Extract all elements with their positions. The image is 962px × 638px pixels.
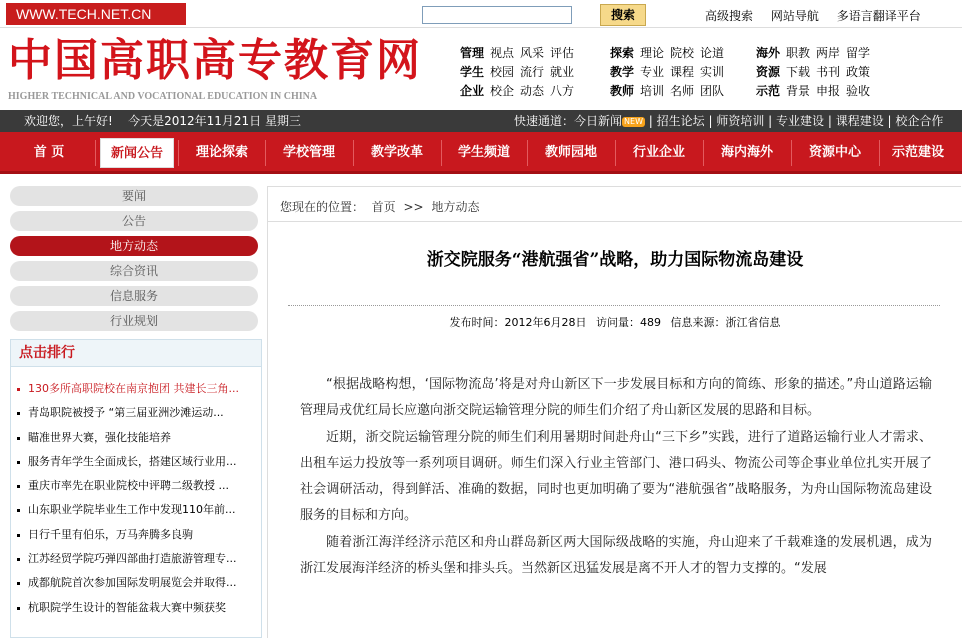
category-row [610, 63, 730, 82]
rank-item[interactable]: 日行千里有伯乐，万马奔腾多良驹 [11, 523, 257, 547]
category-link[interactable]: 就业 [550, 65, 575, 79]
category-link[interactable]: 职教 [786, 46, 811, 60]
category-link[interactable]: 培训 [640, 84, 665, 98]
sidebar-item-headlines[interactable]: 要闻 [10, 186, 258, 206]
article-paragraph: 随着浙江海洋经济示范区和舟山群岛新区两大国际级战略的实施，舟山迎来了千载难逢的发展机遇，成为浙江发展海洋经济的桥头堡和排头兵。当然新区迅猛发展是离不开人才的智力支撑的。“发展 [300, 534, 932, 577]
category-link[interactable]: 留学 [846, 46, 871, 60]
search-input[interactable] [422, 6, 572, 24]
category-row [756, 82, 876, 101]
rank-item[interactable]: 服务青年学生全面成长，搭建区域行业用... [11, 450, 257, 474]
category-row [610, 82, 730, 101]
nav-teachers[interactable]: 教师园地 [544, 145, 597, 160]
nav-news[interactable]: 新闻公告 [100, 138, 174, 168]
rank-item[interactable]: 成都航院首次参加国际发明展览会并取得... [11, 571, 257, 595]
category-row [756, 63, 876, 82]
article-paragraph: 近期，浙交院运输管理分院的师生们利用暑期时间赴舟山“三下乡”实践，进行了道路运输行业人才需求、出租车运力投放等一系列项目调研。师生们深入行业主管部门、港口码头、物流公司等企事业单位扎实开展了社会调研活动，得到鲜活、准确的数据，同时也更加明确了要为“港航强省”战略服务，为舟山国际物流岛建设服务的目标和方向。 [300, 429, 932, 524]
category-head[interactable]: 教师 [610, 84, 635, 98]
quick-link[interactable]: 师资培训 [716, 114, 765, 128]
site-logo[interactable]: 中国高职高专教育网 [8, 35, 422, 86]
rank-item[interactable]: 杭职院学生设计的智能盆栽大赛中频获奖 [11, 596, 257, 620]
dotted-divider [288, 305, 940, 306]
category-link[interactable]: 课程 [670, 65, 695, 79]
welcome-text: 欢迎您，上午好! [24, 114, 113, 128]
new-badge: NEW [624, 116, 643, 126]
category-link[interactable]: 团队 [700, 84, 725, 98]
category-row [460, 82, 580, 101]
category-link[interactable]: 风采 [520, 46, 545, 60]
rank-item[interactable]: 江苏经贸学院巧弹四部曲打造旅游管理专... [11, 547, 257, 571]
site-url-tag[interactable]: WWW.TECH.NET.CN [6, 3, 186, 25]
category-head[interactable]: 海外 [756, 46, 781, 60]
advanced-search-link[interactable]: 高级搜索 [705, 9, 754, 23]
breadcrumb [280, 198, 479, 215]
category-link[interactable]: 专业 [640, 65, 665, 79]
category-head[interactable]: 管理 [460, 46, 485, 60]
category-link[interactable]: 政策 [846, 65, 871, 79]
sidebar-item-notices[interactable]: 公告 [10, 211, 258, 231]
article-body [300, 372, 932, 582]
category-head[interactable]: 教学 [610, 65, 635, 79]
category-link[interactable]: 视点 [490, 46, 515, 60]
click-ranking-panel [10, 339, 262, 638]
category-block-3 [756, 44, 876, 101]
nav-divider [178, 140, 179, 166]
category-head[interactable]: 企业 [460, 84, 485, 98]
category-block-1 [460, 44, 580, 101]
nav-home[interactable]: 首 页 [33, 145, 65, 160]
rank-item[interactable]: 130多所高职院校在南京抱团 共建长三角... [11, 377, 257, 401]
category-head[interactable]: 资源 [756, 65, 781, 79]
category-head[interactable]: 示范 [756, 84, 781, 98]
quick-link-news[interactable]: 今日新闻 [574, 114, 623, 128]
breadcrumb-label: 您现在的位置： [280, 200, 365, 214]
quick-link[interactable]: 招生论坛 [656, 114, 705, 128]
category-head[interactable]: 探索 [610, 46, 635, 60]
nav-school-management[interactable]: 学校管理 [282, 145, 335, 160]
site-nav-link[interactable]: 网站导航 [770, 9, 819, 23]
category-link[interactable]: 理论 [640, 46, 665, 60]
nav-industry[interactable]: 行业企业 [632, 145, 685, 160]
category-head[interactable]: 学生 [460, 65, 485, 79]
rank-item[interactable]: 青岛职院被授予 “第三届亚洲沙滩运动... [11, 401, 257, 425]
greeting [24, 110, 301, 132]
category-block-2 [610, 44, 730, 101]
category-link[interactable]: 动态 [520, 84, 545, 98]
info-bar [0, 110, 962, 132]
category-link[interactable]: 校企 [490, 84, 515, 98]
nav-divider [95, 140, 96, 166]
sidebar-menu [10, 186, 258, 336]
nav-overseas[interactable]: 海内海外 [720, 145, 773, 160]
breadcrumb-home[interactable]: 首页 [371, 200, 396, 214]
nav-resources[interactable]: 资源中心 [808, 145, 861, 160]
category-link[interactable]: 书刊 [816, 65, 841, 79]
article-meta [268, 314, 962, 330]
nav-students[interactable]: 学生频道 [457, 145, 510, 160]
category-link[interactable]: 下载 [786, 65, 811, 79]
category-link[interactable]: 流行 [520, 65, 545, 79]
search-button[interactable]: 搜索 [600, 4, 646, 26]
divider [268, 221, 962, 222]
visit-count: 访问量：489 [596, 316, 661, 329]
category-link[interactable]: 验收 [846, 84, 871, 98]
quick-links: 快速通道：今日新闻 NEW | 招生论坛 | 师资培训 | 专业建设 | 课程建设 | 校企合作 [514, 114, 944, 128]
date-text: 今天是2012年11月21日 星期三 [128, 114, 301, 128]
category-row [460, 63, 580, 82]
category-link[interactable]: 申报 [816, 84, 841, 98]
category-link[interactable]: 两岸 [816, 46, 841, 60]
sidebar-item-info-service[interactable]: 信息服务 [10, 286, 258, 306]
nav-teaching-reform[interactable]: 教学改革 [370, 145, 423, 160]
nav-theory[interactable]: 理论探索 [195, 145, 248, 160]
category-link[interactable]: 论道 [700, 46, 725, 60]
main-nav [0, 132, 962, 174]
category-link[interactable]: 院校 [670, 46, 695, 60]
nav-demonstration[interactable]: 示范建设 [891, 145, 944, 160]
rank-item[interactable]: 山东职业学院毕业生工作中发现110年前... [11, 498, 257, 522]
sidebar-item-industry-planning[interactable]: 行业规划 [10, 311, 258, 331]
article-paragraph: “根据战略构想，‘国际物流岛’将是对舟山新区下一步发展目标和方向的简练、形象的描述。”舟山道路运输管理局戎优红局长应邀向浙交院运输管理分院的师生们介绍了舟山新区发展的思路和目标。 [300, 377, 932, 419]
sidebar-item-general-info[interactable]: 综合资讯 [10, 261, 258, 281]
breadcrumb-current[interactable]: 地方动态 [431, 200, 480, 214]
rank-title: 点击排行 [11, 340, 261, 367]
category-row [756, 44, 876, 63]
quick-link[interactable]: 课程建设 [835, 114, 884, 128]
category-row [460, 44, 580, 63]
category-link[interactable]: 实训 [700, 65, 725, 79]
rank-item[interactable]: 瞄准世界大赛，强化技能培养 [11, 426, 257, 450]
sidebar-item-local-news[interactable]: 地方动态 [10, 236, 258, 256]
category-link[interactable]: 校园 [490, 65, 515, 79]
top-strip [0, 0, 962, 28]
quick-label: 快速通道： [514, 114, 575, 128]
quick-link[interactable]: 校企合作 [895, 114, 944, 128]
category-link[interactable]: 名师 [670, 84, 695, 98]
category-row [610, 44, 730, 63]
top-links [705, 7, 935, 24]
quick-link[interactable]: 专业建设 [776, 114, 825, 128]
publish-date: 发布时间：2012年6月28日 [449, 316, 587, 329]
category-link[interactable]: 八方 [550, 84, 575, 98]
article-title: 浙交院服务“港航强省”战略，助力国际物流岛建设 [426, 250, 804, 270]
category-link[interactable]: 背景 [786, 84, 811, 98]
site-logo-english: HIGHER TECHNICAL AND VOCATIONAL EDUCATION IN CHINA [8, 91, 318, 102]
rank-list [11, 367, 261, 620]
translate-link[interactable]: 多语言翻译平台 [836, 9, 921, 23]
breadcrumb-separator: >> [403, 200, 424, 214]
category-link[interactable]: 评估 [550, 46, 575, 60]
info-source: 信息来源：浙江省信息 [670, 316, 781, 329]
rank-item[interactable]: 重庆市率先在职业院校中评聘二级教授 ... [11, 474, 257, 498]
article-panel [267, 186, 961, 638]
